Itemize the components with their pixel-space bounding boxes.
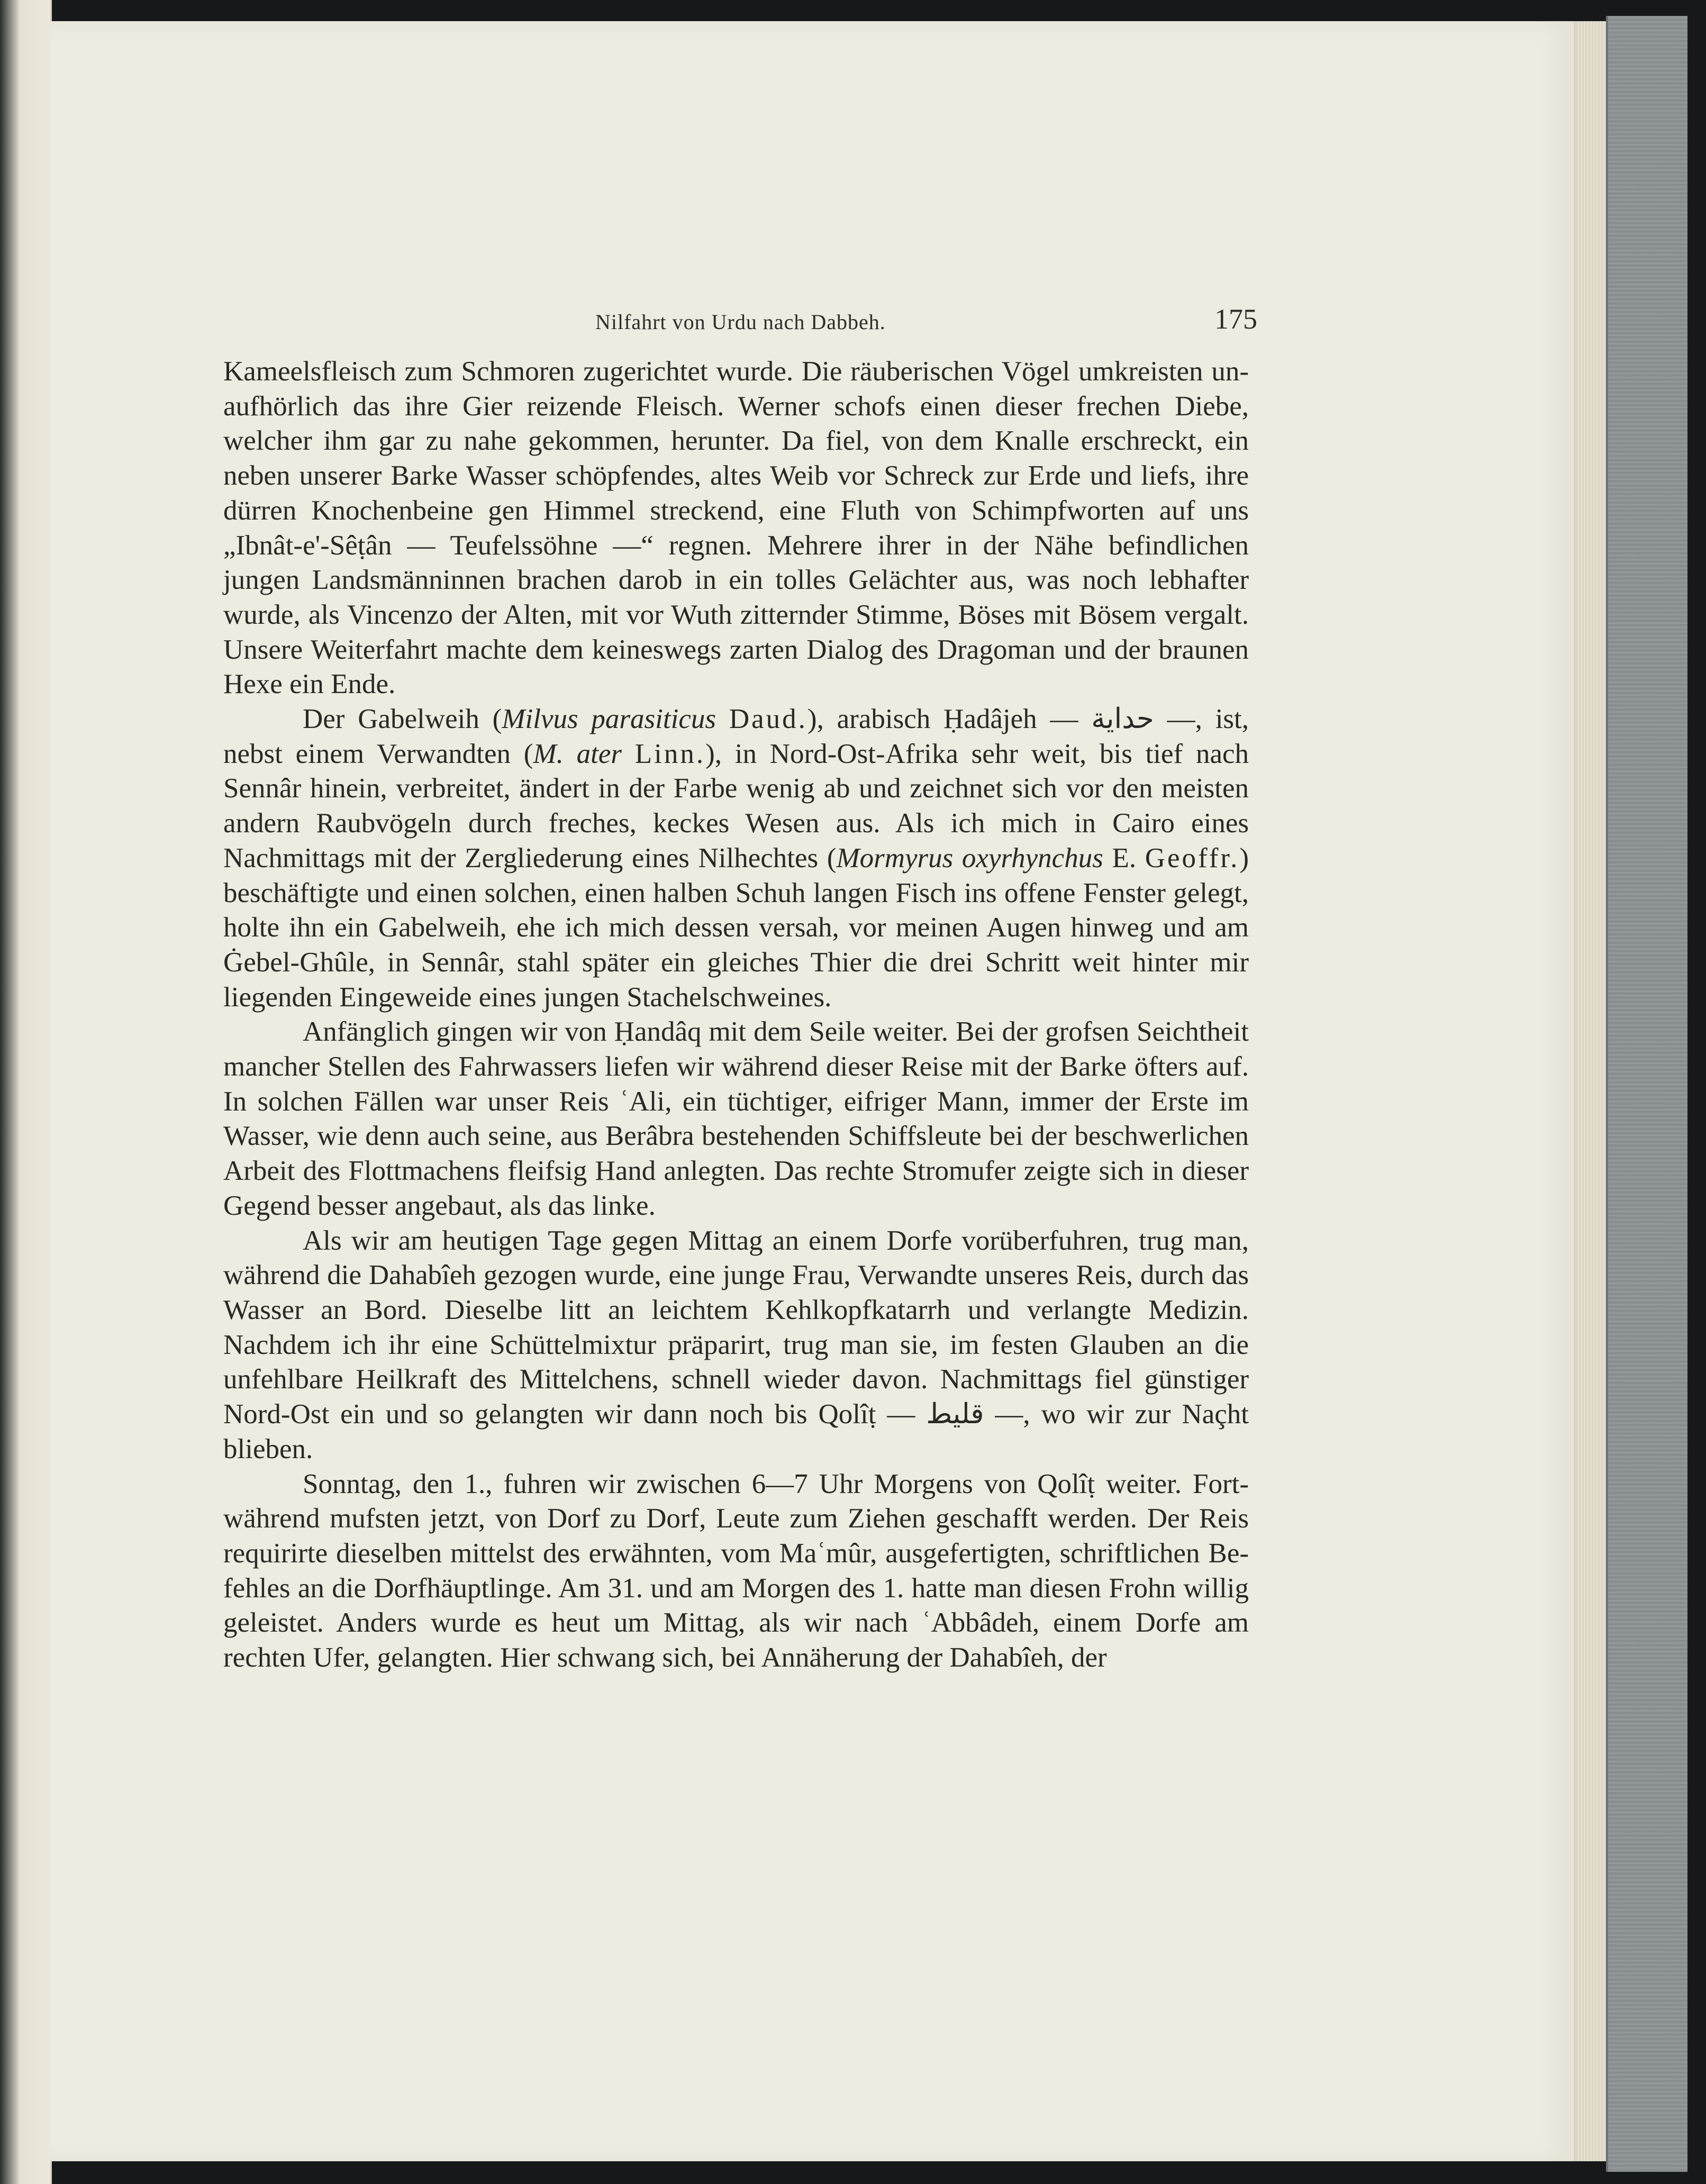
- text-run: Sonntag, den 1., fuhren wir zwischen 6—7 Uhr Morgens von Qolîṭ weiter. Fortwährend mufsten jetzt, von Dorf zu Dorf, Leute zum Ziehen geschafft werden. Der Reis requirirte dieselben mittelst des erwähnten, vom Maʿmûr, ausgefertigten, schriftlichen Befehles an die Dorfhäuptlinge. Am 31. und am Morgen des 1. hatte man diesen Frohn willig geleistet. Anders wurde es heut um Mittag, als wir nach ʿAbbâdeh, einem Dorfe am rechten Ufer, gelangten. Hier schwang sich, bei Annäherung der Dahabîeh, der: [223, 1468, 1249, 1673]
- text-run: Kameelsfleisch zum Schmoren zugerichtet wurde. Die räuberischen Vögel umkreisten unaufhörlich das ihre Gier reizende Fleisch. Werner schofs einen dieser frechen Diebe, welcher ihm gar zu nahe gekommen, herunter. Da fiel, von dem Knalle erschreckt, ein neben unserer Barke Wasser schöpfendes, altes Weib vor Schreck zur Erde und liefs, ihre dürren Knochenbeine gen Himmel streckend, eine Fluth von Schimpfworten auf uns „Ibnât-e'-Sêṭân — Teufelssöhne —“ regnen. Mehrere ihrer in der Nähe befindlichen jungen Landsmänninnen brachen darob in ein tolles Gelächter aus, was noch lebhafter wurde, als Vincenzo der Alten, mit vor Wuth zitternder Stimme, Böses mit Bösem vergalt. Unsere Weiterfahrt machte dem keineswegs zarten Dialog des Dragoman und der braunen Hexe ein Ende.: [223, 356, 1249, 700]
- text-run: Anfänglich gingen wir von Ḥandâq mit dem Seile weiter. Bei der grofsen Seichtheit mancher Stellen des Fahrwassers liefen wir während dieser Reise mit der Barke öfters auf. In solchen Fällen war unser Reis ʿAli, ein tüchtiger, eifriger Mann, immer der Erste im Wasser, wie denn auch seine, aus Berâbra bestehenden Schiffsleute bei der beschwerlichen Arbeit des Flottmachens fleifsig Hand anlegten. Das rechte Stromufer zeigte sich in dieser Gegend besser angebaut, als das linke.: [223, 1016, 1249, 1221]
- text-run: E.: [1103, 842, 1145, 873]
- page-number: 175: [1214, 303, 1257, 335]
- running-head: Nilfahrt von Urdu nach Dabbeh.: [595, 310, 886, 334]
- paragraph: [223, 702, 1249, 1015]
- italic-text: Mormyrus oxyrhynchus: [836, 842, 1103, 873]
- text-run: [716, 704, 729, 734]
- text-run: Als wir am heutigen Tage gegen Mittag an einem Dorfe vorüberfuhren, trug man, während die Dahabîeh gezogen wurde, eine junge Frau, Verwandte unseres Reis, durch das Wasser an Bord. Dieselbe litt an leichtem Kehlkopfkatarrh und verlangte Medizin. Nachdem ich ihr eine Schüttelmixtur präparirt, trug man sie, im festen Glauben an die unfehlbare Heilkraft des Mittelchens, schnell wieder davon. Nachmittags fiel günstiger Nord-Ost ein und so gelangten wir dann noch bis Qolîṭ — قليط —, wo wir zur Naçht blieben.: [223, 1225, 1249, 1464]
- text-run: Der Gabelweih (: [303, 704, 502, 735]
- facing-page-edge: [0, 0, 52, 2184]
- spaced-text: Daud.: [729, 704, 807, 735]
- text-run: ), in Nord-Ost-Afrika sehr weit, bis tief nach Sennâr hinein, verbreitet, ändert in der Farbe wenig ab und zeichnet sich vor den meisten andern Raubvögeln durch freches, keckes Wesen aus. Als ich mich in Cairo eines Nachmittags mit der Zergliederung eines Nilhechtes (: [223, 738, 1249, 873]
- body-text: [223, 354, 1249, 1676]
- paragraph: [223, 1224, 1249, 1467]
- paragraph: [223, 354, 1249, 702]
- paragraph: [223, 1467, 1249, 1676]
- page-block-edges: [1574, 21, 1607, 2161]
- book-cover: [1606, 16, 1687, 2172]
- italic-text: M. ater: [533, 738, 622, 769]
- text-run: [622, 739, 635, 769]
- text-run: ) beschäftigte und einen solchen, einen halben Schuh langen Fisch ins offene Fenster gelegt, holte ihn ein Gabelweih, ehe ich mich dessen versah, vor meinen Augen hinweg und am Ġebel-Ghûle, in Sennâr, stahl später ein gleiches Thier die drei Schritt weit hinter mir liegenden Eingeweide eines jungen Stachelschweines.: [223, 842, 1249, 1013]
- paragraph: [223, 1015, 1249, 1223]
- text-run: ), arabisch Ḥadâjeh — حداية —, ist, nebst einem Verwandten (: [223, 704, 1249, 769]
- italic-text: Milvus parasiticus: [502, 704, 716, 735]
- spaced-text: Geoffr.: [1145, 842, 1240, 873]
- spaced-text: Linn.: [634, 738, 706, 769]
